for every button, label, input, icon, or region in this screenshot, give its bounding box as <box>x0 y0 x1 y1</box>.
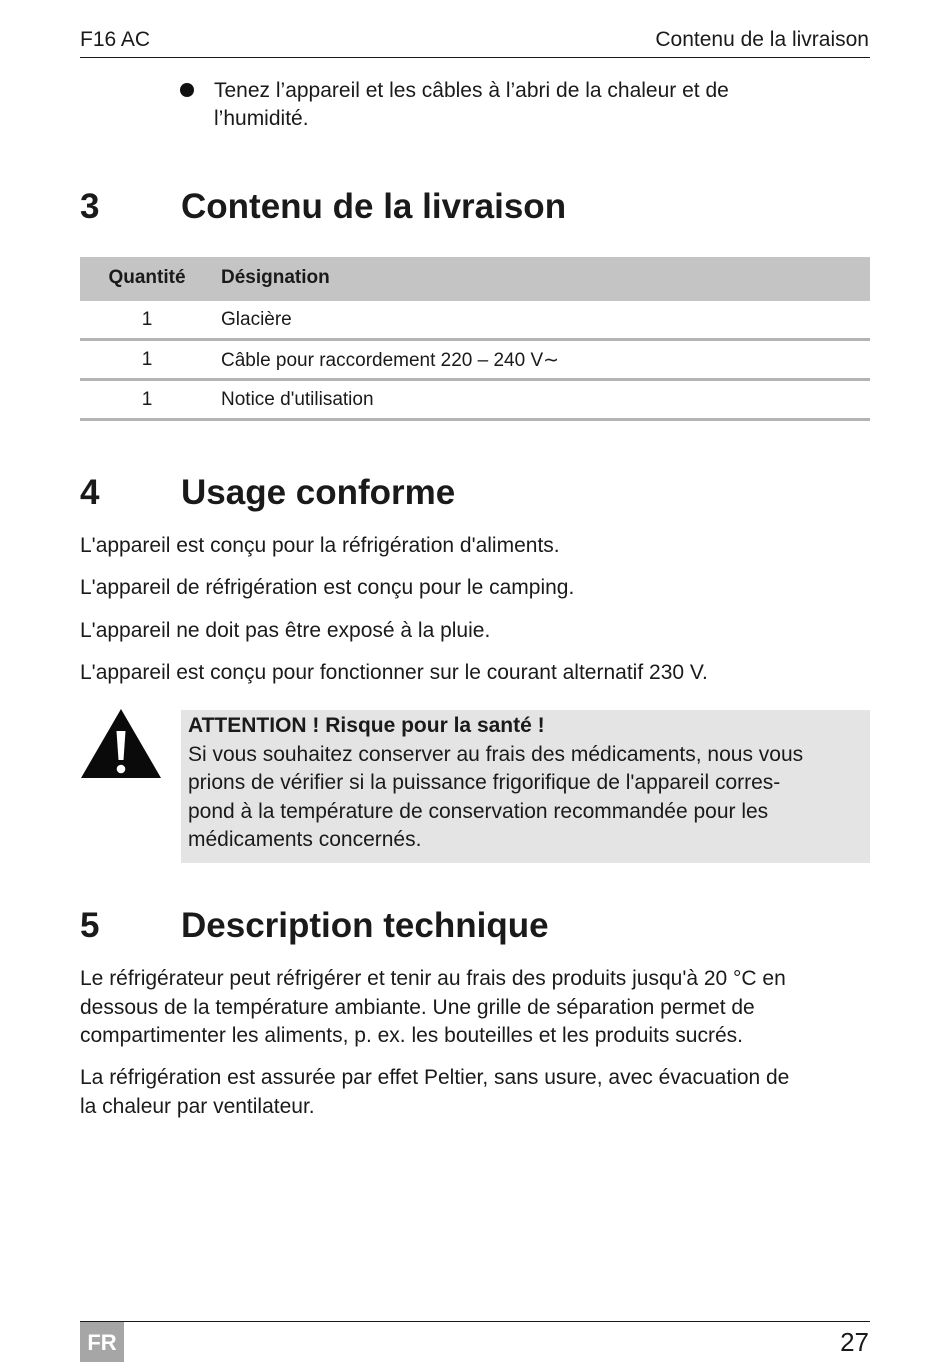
language-badge: FR <box>80 1322 124 1362</box>
technical-paragraph-2-line: La réfrigération est assurée par effet Peltier, sans usure, avec évacuation de <box>80 1066 790 1089</box>
section-4-number: 4 <box>80 473 100 512</box>
header-section-title: Contenu de la livraison <box>655 28 869 51</box>
table-header-designation: Désignation <box>221 267 330 288</box>
warning-line-2: prions de vérifier si la puissance frigorifique de l'appareil corres- <box>188 771 781 794</box>
warning-text <box>188 712 863 855</box>
technical-paragraph-2 <box>80 1064 880 1121</box>
footer-divider <box>80 1321 870 1322</box>
technical-paragraph-1-line: dessous de la température ambiante. Une grille de séparation permet de <box>80 995 755 1019</box>
warning-triangle-icon <box>80 707 162 779</box>
technical-paragraph-1 <box>80 965 880 1051</box>
warning-line-4: médicaments concernés. <box>188 828 422 851</box>
table-cell-designation: Câble pour raccordement 220 – 240 V∼ <box>221 350 560 371</box>
section-4-title: Usage conforme <box>181 473 456 512</box>
bullet-line-2: l’humidité. <box>214 107 309 130</box>
warning-title: ATTENTION ! Risque pour la santé ! <box>188 714 545 737</box>
table-cell-quantity: 1 <box>141 309 153 330</box>
table-row <box>80 381 870 421</box>
table-row <box>80 301 870 341</box>
section-5-number: 5 <box>80 906 100 945</box>
bullet-line-1: Tenez l’appareil et les câbles à l’abri de la chaleur et de <box>214 79 729 102</box>
table-header-quantity: Quantité <box>108 267 186 288</box>
usage-paragraph-2: L'appareil de réfrigération est conçu pour le camping. <box>80 576 575 599</box>
table-row <box>80 341 870 381</box>
technical-paragraph-1-line: Le réfrigérateur peut réfrigérer et tenir au frais des produits jusqu'à 20 °C en <box>80 967 786 990</box>
section-3-title: Contenu de la livraison <box>181 187 567 226</box>
table-cell-designation: Notice d'utilisation <box>221 389 374 410</box>
table-cell-designation: Glacière <box>221 309 292 330</box>
bullet-text <box>214 77 840 133</box>
header-divider <box>80 57 870 58</box>
section-3-number: 3 <box>80 187 100 226</box>
usage-paragraph-4: L'appareil est conçu pour fonctionner sur le courant alternatif 230 V. <box>80 661 708 684</box>
usage-paragraph-3: L'appareil ne doit pas être exposé à la pluie. <box>80 619 491 642</box>
table-cell-quantity: 1 <box>141 349 153 370</box>
usage-paragraph-1: L'appareil est conçu pour la réfrigération d'aliments. <box>80 534 560 557</box>
table-header-row <box>80 257 870 301</box>
technical-paragraph-2-line: la chaleur par ventilateur. <box>80 1094 315 1118</box>
page-number: 27 <box>840 1327 869 1357</box>
technical-paragraph-1-line: compartimenter les aliments, p. ex. les bouteilles et les produits sucrés. <box>80 1024 743 1047</box>
bullet-icon <box>180 83 194 97</box>
table-cell-quantity: 1 <box>141 389 153 410</box>
bullet-item <box>180 77 840 133</box>
warning-line-3: pond à la température de conservation recommandée pour les <box>188 799 769 823</box>
section-5-title: Description technique <box>181 906 549 945</box>
header-model: F16 AC <box>80 28 151 51</box>
warning-line-1: Si vous souhaitez conserver au frais des médicaments, nous vous <box>188 742 804 766</box>
delivery-table <box>80 257 870 421</box>
